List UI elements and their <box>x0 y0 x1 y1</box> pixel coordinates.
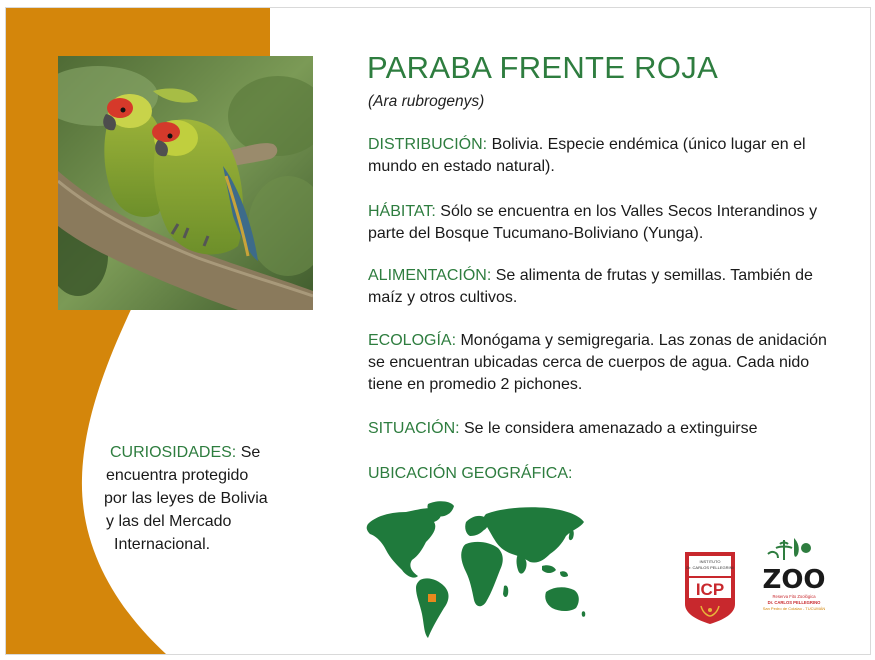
habitat-label: HÁBITAT: <box>368 203 436 220</box>
alimentacion-label: ALIMENTACIÓN: <box>368 267 492 284</box>
curiosidades-text-4: y las del Mercado <box>106 513 232 530</box>
distribucion-label: DISTRIBUCIÓN: <box>368 136 488 153</box>
habitat-text: Sólo se encuentra en los Valles Secos Interandinos y parte del Bosque Tucumano-Boliviano (Yunga). <box>368 203 818 242</box>
zoo-letters: ZOO <box>762 565 826 595</box>
zoo-line-3: San Pedro de Colalao - TUCUMÁN <box>762 606 826 611</box>
icp-logo <box>683 550 737 626</box>
location-marker-icon <box>428 594 436 602</box>
info-card <box>5 7 871 655</box>
situacion-label: SITUACIÓN: <box>368 420 460 437</box>
section-alimentacion <box>368 265 836 309</box>
curiosidades-box <box>104 441 294 556</box>
parrots-photo <box>58 56 313 310</box>
scientific-name: (Ara rubrogenys) <box>368 93 485 110</box>
section-habitat <box>368 201 836 245</box>
ecologia-label: ECOLOGÍA: <box>368 332 457 349</box>
world-map-icon <box>366 500 588 640</box>
ubicacion-label: UBICACIÓN GEOGRÁFICA: <box>368 465 573 482</box>
ecologia-text: Monógama y semigregaria. Las zonas de anidación se encuentran ubicadas cerca de cuerpos de agua. Cada nido tiene en promedio 2 pichones. <box>368 332 827 393</box>
zoo-line-1: Reserva Fito Zoológica <box>772 594 816 599</box>
distribucion-text: Bolivia. Especie endémica (único lugar en el mundo en estado natural). <box>368 136 806 175</box>
icp-top-text: INSTITUTO <box>699 559 721 564</box>
zoo-line-2: Dr. CARLOS PELLEGRINO <box>767 600 821 605</box>
alimentacion-text: Se alimenta de frutas y semillas. También de maíz y otros cultivos. <box>368 267 813 306</box>
curiosidades-text-3: por las leyes de Bolivia <box>104 490 268 507</box>
situacion-text: Se le considera amenazado a extinguirse <box>459 420 758 437</box>
curiosidades-text-5: Internacional. <box>114 536 211 553</box>
curiosidades-label: CURIOSIDADES: <box>110 444 237 461</box>
curiosidades-text-2: encuentra protegido <box>106 467 249 484</box>
section-ecologia <box>368 330 836 396</box>
zoo-logo <box>754 536 834 618</box>
page-title: PARABA FRENTE ROJA <box>367 50 719 85</box>
section-distribucion <box>368 134 836 178</box>
section-situacion <box>368 418 836 440</box>
icp-name-text: Dr. CARLOS PELLEGRINI <box>686 565 734 570</box>
icp-letters: ICP <box>695 580 725 599</box>
curiosidades-text-1: Se <box>236 444 261 461</box>
section-ubicacion <box>368 463 836 485</box>
